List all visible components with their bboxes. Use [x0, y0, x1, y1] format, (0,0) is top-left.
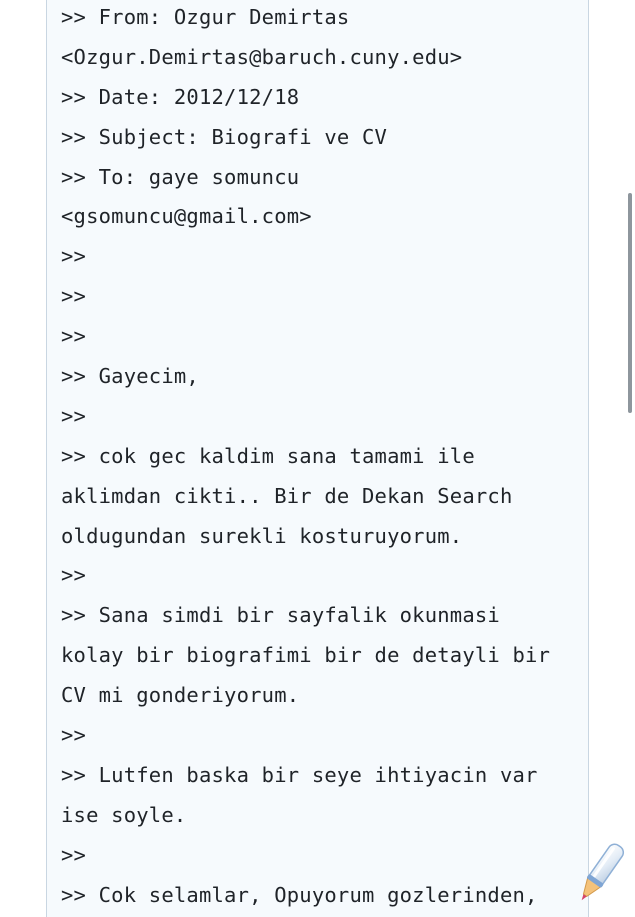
- email-line: >>: [61, 324, 87, 349]
- email-line: >> Sana simdi bir sayfalik okunmasi: [61, 603, 500, 628]
- email-line: >>: [61, 563, 87, 588]
- email-line: >> Gayecim,: [61, 364, 199, 389]
- email-line: >> Cok selamlar, Opuyorum gozlerinden,: [61, 882, 538, 907]
- email-line: >>: [61, 284, 87, 309]
- email-line: aklimdan cikti.. Bir de Dekan Search: [61, 483, 513, 508]
- email-line: >> cok gec kaldim sana tamami ile: [61, 443, 475, 468]
- pen-tool-button[interactable]: [572, 838, 628, 910]
- pen-icon: [572, 838, 628, 910]
- email-line: kolay bir biografimi bir de detayli bir: [61, 643, 551, 668]
- quoted-email-body[interactable]: [46, 0, 589, 917]
- email-line: >>: [61, 842, 87, 867]
- email-line: >> To: gaye somuncu: [61, 164, 300, 189]
- email-line: >> From: Ozgur Demirtas: [61, 5, 350, 29]
- email-line: >>: [61, 244, 87, 269]
- email-line: ise soyle.: [61, 802, 187, 827]
- email-line: <gsomuncu@gmail.com>: [61, 204, 312, 229]
- email-line: >> Date: 2012/12/18: [61, 84, 300, 109]
- vertical-scrollbar[interactable]: [628, 193, 632, 413]
- email-line: >> Subject: Biografi ve CV: [61, 124, 388, 149]
- email-text-lines: [61, 0, 588, 915]
- email-line: <Ozgur.Demirtas@baruch.cuny.edu>: [61, 44, 463, 69]
- email-line: >> Lutfen baska bir seye ihtiyacin var: [61, 762, 538, 787]
- email-line: >>: [61, 403, 87, 428]
- email-line: oldugundan surekli kosturuyorum.: [61, 523, 463, 548]
- email-line: >>: [61, 723, 87, 748]
- email-line: CV mi gonderiyorum.: [61, 683, 300, 708]
